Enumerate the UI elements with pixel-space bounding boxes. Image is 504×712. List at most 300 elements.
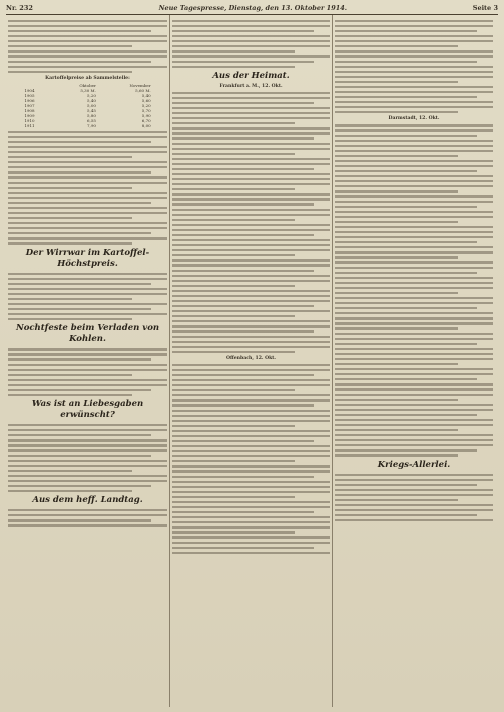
text-line (172, 511, 314, 513)
text-line (172, 61, 314, 63)
text-line (172, 496, 295, 498)
text-line (8, 470, 132, 472)
text-line (172, 40, 330, 42)
text-line (172, 264, 330, 266)
text-line (172, 107, 330, 109)
table-header-cell: Oktober (79, 82, 96, 88)
text-line (172, 244, 330, 246)
text-line (335, 484, 477, 486)
text-line (335, 317, 493, 319)
text-line (172, 148, 330, 150)
table-cell: 5,20 (87, 92, 96, 98)
text-line (172, 420, 330, 422)
text-line (335, 135, 477, 137)
text-line (8, 187, 132, 189)
text-line (8, 151, 167, 153)
text-line (8, 55, 167, 57)
text-line (8, 131, 167, 133)
text-line (335, 489, 493, 491)
headline-kartoffel: Der Wirrwar im Kartoffel-Höchstpreis. (25, 247, 150, 269)
text-line (335, 50, 493, 52)
text-line (172, 465, 330, 467)
text-line (8, 429, 167, 431)
text-line (172, 547, 314, 549)
text-line (335, 302, 493, 304)
text-line (8, 298, 132, 300)
text-line (172, 531, 295, 533)
text-line (172, 320, 330, 322)
text-line (172, 219, 295, 221)
text-line (172, 132, 330, 134)
text-line (172, 254, 295, 256)
table-cell: 5,20 (141, 102, 151, 108)
text-line (335, 66, 493, 68)
table-cell: 1908 (24, 107, 35, 113)
text-line (335, 91, 493, 93)
text-line (8, 217, 132, 219)
text-line (172, 455, 330, 457)
text-line (8, 141, 151, 143)
text-line (335, 439, 493, 441)
text-line (172, 415, 330, 417)
text-line (172, 410, 330, 412)
text-line (8, 303, 167, 305)
text-line (335, 81, 458, 83)
text-line (172, 379, 330, 381)
text-line (172, 445, 330, 447)
text-line (172, 491, 330, 493)
text-line (172, 364, 330, 366)
text-line (172, 158, 330, 160)
text-line (335, 55, 493, 57)
text-line (8, 449, 167, 451)
text-line (335, 409, 493, 411)
text-line (172, 521, 330, 523)
text-line (172, 35, 330, 37)
text-line (335, 287, 493, 289)
table-cell: 1904 (24, 87, 35, 93)
text-line (335, 216, 493, 218)
text-line (172, 234, 314, 236)
text-line (335, 494, 493, 496)
text-line (8, 61, 151, 63)
text-line (172, 336, 330, 338)
text-line (335, 190, 458, 192)
text-line (8, 40, 167, 42)
text-line (335, 343, 477, 345)
text-line (8, 232, 151, 234)
text-line (335, 383, 493, 385)
text-line (8, 485, 151, 487)
text-line (335, 211, 493, 213)
text-line (335, 333, 493, 335)
text-line (335, 140, 493, 142)
text-line (8, 222, 167, 224)
text-line (335, 236, 493, 238)
text-line (172, 526, 330, 528)
text-line (8, 318, 132, 320)
text-line (172, 163, 330, 165)
text-line (335, 272, 477, 274)
text-line (172, 280, 330, 282)
text-line (172, 66, 295, 68)
text-line (335, 206, 477, 208)
text-line (8, 66, 167, 68)
text-line (172, 501, 330, 503)
text-line (8, 444, 167, 446)
text-line (335, 180, 493, 182)
text-line (8, 197, 167, 199)
text-line (335, 145, 493, 147)
text-line (8, 465, 167, 467)
text-line (335, 348, 493, 350)
text-line (172, 229, 330, 231)
text-line (172, 310, 330, 312)
table-cell: 5,40 (141, 92, 151, 98)
masthead (6, 4, 498, 13)
text-line (172, 552, 330, 554)
text-line (335, 277, 493, 279)
text-line (8, 364, 167, 366)
table-title: Kartoffelpreise ab Sammelstelle: (45, 75, 130, 81)
text-line (335, 388, 493, 390)
dateline-offenbach: Offenbach, 12. Okt. (225, 355, 277, 361)
text-line (335, 514, 477, 516)
text-line (335, 474, 493, 476)
text-line (8, 379, 167, 381)
text-line (335, 195, 493, 197)
text-line (172, 516, 330, 518)
text-line (335, 30, 477, 32)
text-line (335, 241, 477, 243)
text-line (335, 35, 493, 37)
text-line (335, 424, 493, 426)
text-line (335, 297, 493, 299)
text-line (172, 305, 314, 307)
text-line (172, 435, 330, 437)
text-line (172, 404, 314, 406)
issue-number: Nr. 232 (6, 4, 33, 12)
text-line (8, 207, 167, 209)
text-line (172, 249, 330, 251)
text-line (8, 166, 167, 168)
text-line (335, 246, 493, 248)
text-line (8, 146, 167, 148)
text-line (335, 96, 477, 98)
text-line (8, 156, 132, 158)
text-line (8, 509, 167, 511)
text-line (335, 358, 493, 360)
text-line (172, 430, 330, 432)
text-line (172, 214, 330, 216)
text-line (335, 267, 493, 269)
dateline-darmstadt: Darmstadt, 12. Okt. (388, 116, 440, 122)
page-number: Seite 3 (472, 4, 498, 12)
text-line (172, 137, 314, 139)
text-line (172, 183, 330, 185)
text-line (335, 378, 477, 380)
text-line (335, 444, 493, 446)
text-line (172, 315, 295, 317)
headline-kohlen: Nochtfeste beim Verladen von Kohlen. (15, 323, 160, 345)
text-line (335, 124, 493, 126)
text-line (8, 136, 167, 138)
text-line (172, 351, 295, 353)
text-line (172, 224, 330, 226)
text-line (172, 209, 330, 211)
text-line (172, 50, 295, 52)
text-line (335, 307, 477, 309)
text-line (8, 273, 167, 275)
text-line (335, 170, 477, 172)
text-line (172, 193, 330, 195)
text-line (335, 322, 493, 324)
headline-landtag: Aus dem heff. Landtag. (32, 495, 143, 506)
text-line (335, 226, 493, 228)
text-line (8, 358, 151, 360)
table-cell: 1907 (24, 102, 35, 108)
text-line (335, 106, 493, 108)
text-line (8, 45, 132, 47)
text-line (335, 231, 493, 233)
text-line (335, 327, 458, 329)
text-line (172, 536, 330, 538)
table-cell: 5,45 (87, 107, 96, 113)
headline-kriegs-allerlei: Kriegs-Allerlei. (377, 459, 451, 470)
text-line (172, 173, 330, 175)
text-line (172, 30, 314, 32)
text-line (172, 270, 314, 272)
text-line (8, 313, 167, 315)
text-line (335, 519, 493, 521)
text-line (8, 71, 132, 73)
dateline-frankfurt: Frankfurt a. M., 12. Okt. (219, 83, 283, 89)
text-line (8, 202, 151, 204)
text-line (172, 55, 330, 57)
text-line (335, 251, 493, 253)
text-line (335, 256, 458, 258)
text-line (335, 86, 493, 88)
text-line (335, 419, 493, 421)
table-cell: 5,60 (141, 97, 151, 103)
text-line (8, 480, 167, 482)
masthead-title: Neue Tagespresse, Dienstag, den 13. Oktober 1914. (158, 4, 348, 12)
columns (6, 15, 498, 707)
text-line (8, 348, 167, 350)
text-line (172, 295, 330, 297)
text-line (8, 192, 167, 194)
text-line (172, 203, 314, 205)
text-line (8, 227, 167, 229)
text-line (8, 353, 167, 355)
text-line (8, 35, 167, 37)
text-line (335, 185, 493, 187)
text-line (8, 369, 167, 371)
text-line (335, 368, 493, 370)
text-line (172, 25, 330, 27)
text-line (335, 414, 477, 416)
text-line (172, 346, 330, 348)
text-line (8, 460, 167, 462)
column-2 (169, 15, 332, 707)
text-line (172, 239, 330, 241)
text-line (172, 325, 330, 327)
text-line (335, 449, 477, 451)
headline-heimat: Aus der Heimat. (212, 70, 290, 81)
table-cell: 6,70 (141, 117, 151, 123)
text-line (335, 71, 493, 73)
text-line (335, 160, 493, 162)
text-line (335, 45, 458, 47)
text-line (172, 285, 295, 287)
text-line (172, 178, 330, 180)
text-line (172, 102, 314, 104)
text-line (172, 45, 330, 47)
text-line (172, 440, 314, 442)
text-line (172, 506, 330, 508)
text-line (335, 165, 493, 167)
text-line (335, 261, 493, 263)
text-line (8, 394, 132, 396)
text-line (335, 150, 493, 152)
text-line (335, 155, 458, 157)
text-line (335, 61, 477, 63)
text-line (172, 112, 330, 114)
text-line (172, 542, 330, 544)
table-cell: 5,90 (141, 112, 151, 118)
table-cell: 5,80 (87, 112, 96, 118)
text-line (172, 168, 314, 170)
text-line (8, 519, 151, 521)
text-line (8, 278, 167, 280)
price-table (22, 83, 152, 128)
table-cell: 8,00 (141, 122, 151, 128)
text-line (335, 454, 458, 456)
text-line (172, 20, 330, 22)
text-line (335, 353, 493, 355)
text-line (8, 242, 132, 244)
text-line (172, 341, 330, 343)
text-line (335, 479, 493, 481)
text-line (172, 384, 330, 386)
text-line (172, 92, 330, 94)
text-line (172, 389, 295, 391)
text-line (8, 50, 167, 52)
column-1 (6, 15, 169, 707)
text-line (8, 283, 151, 285)
text-line (335, 312, 493, 314)
text-line (8, 237, 167, 239)
text-line (335, 40, 493, 42)
text-line (8, 514, 167, 516)
text-line (335, 338, 493, 340)
text-line (8, 176, 167, 178)
text-line (8, 490, 132, 492)
text-line (172, 97, 330, 99)
text-line (8, 455, 151, 457)
text-line (172, 127, 330, 129)
text-line (172, 275, 330, 277)
text-line (335, 221, 458, 223)
text-line (335, 434, 493, 436)
table-cell: 1909 (24, 112, 35, 118)
text-line (8, 374, 132, 376)
text-line (335, 175, 493, 177)
text-line (172, 300, 330, 302)
text-line (335, 201, 493, 203)
text-line (335, 20, 493, 22)
text-line (172, 188, 295, 190)
table-cell: 5,70 (141, 107, 151, 113)
table-cell: 5,00 (87, 102, 96, 108)
table-cell: 7,90 (87, 122, 96, 128)
text-line (172, 290, 330, 292)
text-line (8, 212, 167, 214)
text-line (172, 476, 314, 478)
text-line (335, 429, 458, 431)
text-line (335, 373, 493, 375)
text-line (335, 25, 493, 27)
table-cell: 5,60 M. (135, 87, 151, 93)
text-line (172, 122, 295, 124)
text-line (172, 143, 330, 145)
text-line (335, 282, 493, 284)
text-line (172, 399, 330, 401)
table-cell: 1906 (24, 97, 35, 103)
text-line (335, 509, 493, 511)
text-line (172, 486, 330, 488)
text-line (8, 475, 167, 477)
text-line (172, 330, 314, 332)
text-line (335, 292, 458, 294)
text-line (8, 293, 167, 295)
text-line (172, 460, 295, 462)
text-line (172, 198, 330, 200)
text-line (8, 434, 151, 436)
text-line (8, 308, 151, 310)
text-line (335, 404, 493, 406)
table-cell: 5,40 (87, 97, 96, 103)
text-line (335, 499, 458, 501)
text-line (8, 384, 167, 386)
text-line (172, 450, 330, 452)
text-line (335, 101, 493, 103)
text-line (335, 363, 458, 365)
text-line (172, 481, 330, 483)
text-line (8, 288, 167, 290)
text-line (172, 425, 295, 427)
table-cell: 6,55 (87, 117, 96, 123)
table-row (22, 123, 152, 128)
text-line (172, 394, 330, 396)
text-line (335, 394, 493, 396)
text-line (335, 129, 493, 131)
text-line (172, 259, 330, 261)
text-line (8, 171, 151, 173)
text-line (335, 111, 458, 113)
text-line (8, 161, 167, 163)
text-line (8, 25, 167, 27)
table-cell: 1911 (24, 122, 35, 128)
text-line (335, 399, 458, 401)
column-3 (332, 15, 495, 707)
text-line (8, 439, 167, 441)
text-line (172, 374, 314, 376)
text-line (8, 30, 151, 32)
table-cell: 1905 (24, 92, 35, 98)
text-line (8, 20, 167, 22)
text-line (172, 153, 295, 155)
